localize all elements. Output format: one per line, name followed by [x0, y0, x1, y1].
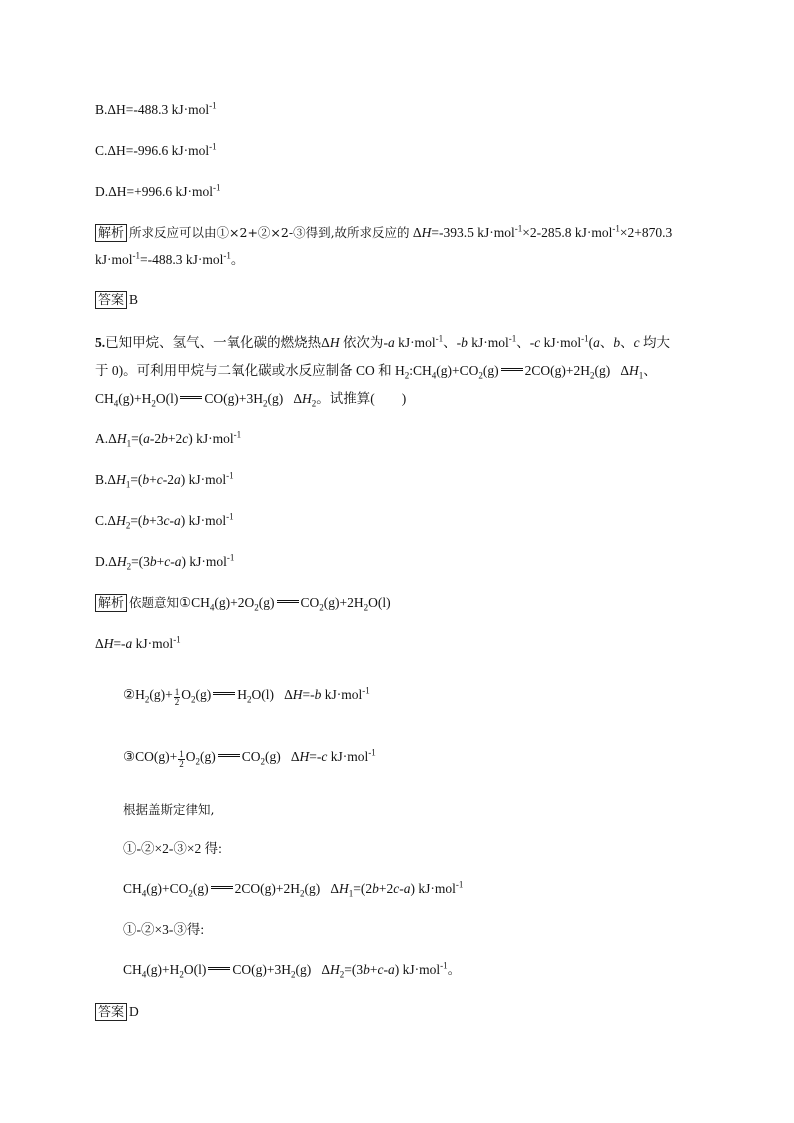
- q5-step1: ①-②×2-③×2 得:: [123, 841, 222, 856]
- q5-option-c: $C.\Delta H_2=(b+3c-a)$ kJ·mol$^{-1}$: [95, 511, 234, 531]
- analysis-tag: 解析: [95, 594, 127, 612]
- answer-tag: 答案: [95, 1003, 127, 1021]
- q5-stem-line2: 于 0)。可利用甲烷与二氧化碳或水反应制备 CO 和 $H_2:CH_4(g)+CO_2(g)$ $2CO(g)+2H_2(g)$ $\Delta H_1$、: [95, 363, 657, 381]
- analysis-lead: 依题意知: [129, 595, 180, 610]
- q5-number: 5.: [95, 335, 106, 350]
- q5-stem-part3: 均大: [642, 335, 670, 350]
- q5-stem-part2: 依次为: [342, 335, 384, 350]
- equal-bar: [277, 600, 299, 603]
- q5-option-d: $D.\Delta H_2=(3b+c-a)$ kJ·mol$^{-1}$: [95, 552, 235, 572]
- q5-stem-line2-text: 于 0)。可利用甲烷与二氧化碳或水反应制备 CO 和 H: [95, 363, 405, 378]
- option-c-previous: C.ΔH=-996.6 kJ·mol$^{-1}$: [95, 141, 217, 158]
- option-d-previous: D.ΔH=+996.6 kJ·mol$^{-1}$: [95, 182, 221, 199]
- analysis-previous: 解析 所求反应可以由①×2+②×2-③得到,故所求反应的 ΔH=-393.5 kJ·mol$^{-1}$×2-285.8 kJ·mol$^{-1}$×2+870.3: [95, 223, 672, 243]
- equal-bar: [180, 396, 202, 399]
- answer-tag: 答案: [95, 291, 127, 309]
- q5-step2: ①-②×3-③得:: [123, 922, 205, 937]
- equal-bar: [211, 886, 233, 889]
- q5-stem-part1: 已知甲烷、氢气、一氧化碳的燃烧热: [105, 335, 322, 350]
- equal-bar: [208, 967, 230, 970]
- q5-answer: [95, 1002, 139, 1022]
- answer-value: D: [129, 1004, 139, 1019]
- equal-bar: [501, 368, 523, 371]
- q5-option-a: $A.\Delta H_1=(a-2b+2c)$ kJ·mol$^{-1}$: [95, 429, 242, 449]
- answer-previous: [95, 290, 138, 310]
- equal-bar: [218, 754, 240, 757]
- analysis-previous-cont: kJ·mol$^{-1}$=-488.3 kJ·mol$^{-1}$。: [95, 250, 245, 267]
- fraction-half: $\frac{1}{2}$: [179, 749, 184, 769]
- q5-option-b: $B.\Delta H_1=(b+c-2a)$ kJ·mol$^{-1}$: [95, 470, 234, 490]
- q5-stem-line3: $CH_4(g)+H_2O(l)$ $CO(g)+3H_2(g)$ $\Delta H_2$。试推算( ): [95, 391, 407, 409]
- q5-result2: $CH_4(g)+H_2O(l)$ $CO(g)+3H_2(g)$ $\Delta H_2=(3b+c-a)$ kJ·mol$^{-1}$。: [123, 960, 462, 980]
- q5-result1: $CH_4(g)+CO_2(g)$ $2CO(g)+2H_2(g)$ $\Delta H_1=(2b+2c-a)$ kJ·mol$^{-1}$: [123, 879, 464, 899]
- q5-eq1-dh: ΔH=-a kJ·mol$^{-1}$: [95, 634, 181, 651]
- option-b-previous: B.ΔH=-488.3 kJ·mol$^{-1}$: [95, 100, 217, 117]
- q5-analysis: 解析 依题意知$①CH_4(g)+2O_2(g)$ $CO_2(g)+2H_2O(l)$: [95, 593, 391, 613]
- q5-stem-line1: 5.已知甲烷、氢气、一氧化碳的燃烧热ΔH 依次为-a kJ·mol$^{-1}$、-b kJ·mol$^{-1}$、-c kJ·mol$^{-1}$(a、b、c 均大: [95, 333, 670, 350]
- q5-trial: 。试推算( ): [316, 391, 407, 406]
- analysis-tag: 解析: [95, 224, 127, 242]
- q5-eq3: ③CO(g)+ $\frac{1}{2}$ $O_2(g)$ $CO_2(g)$ ΔH=-c kJ·mol$^{-1}$: [123, 747, 376, 769]
- q5-eq2: $②H_2(g)+$ $\frac{1}{2}$ $O_2(g)$ $H_2O(l)$ ΔH=-b kJ·mol$^{-1}$: [123, 685, 370, 707]
- analysis-text: 所求反应可以由①×2+②×2-③得到,故所求反应的: [129, 225, 410, 240]
- q5-gaisi: 根据盖斯定律知,: [123, 802, 215, 817]
- equal-bar: [213, 692, 235, 695]
- fraction-half: $\frac{1}{2}$: [174, 687, 180, 707]
- answer-value: B: [129, 292, 139, 307]
